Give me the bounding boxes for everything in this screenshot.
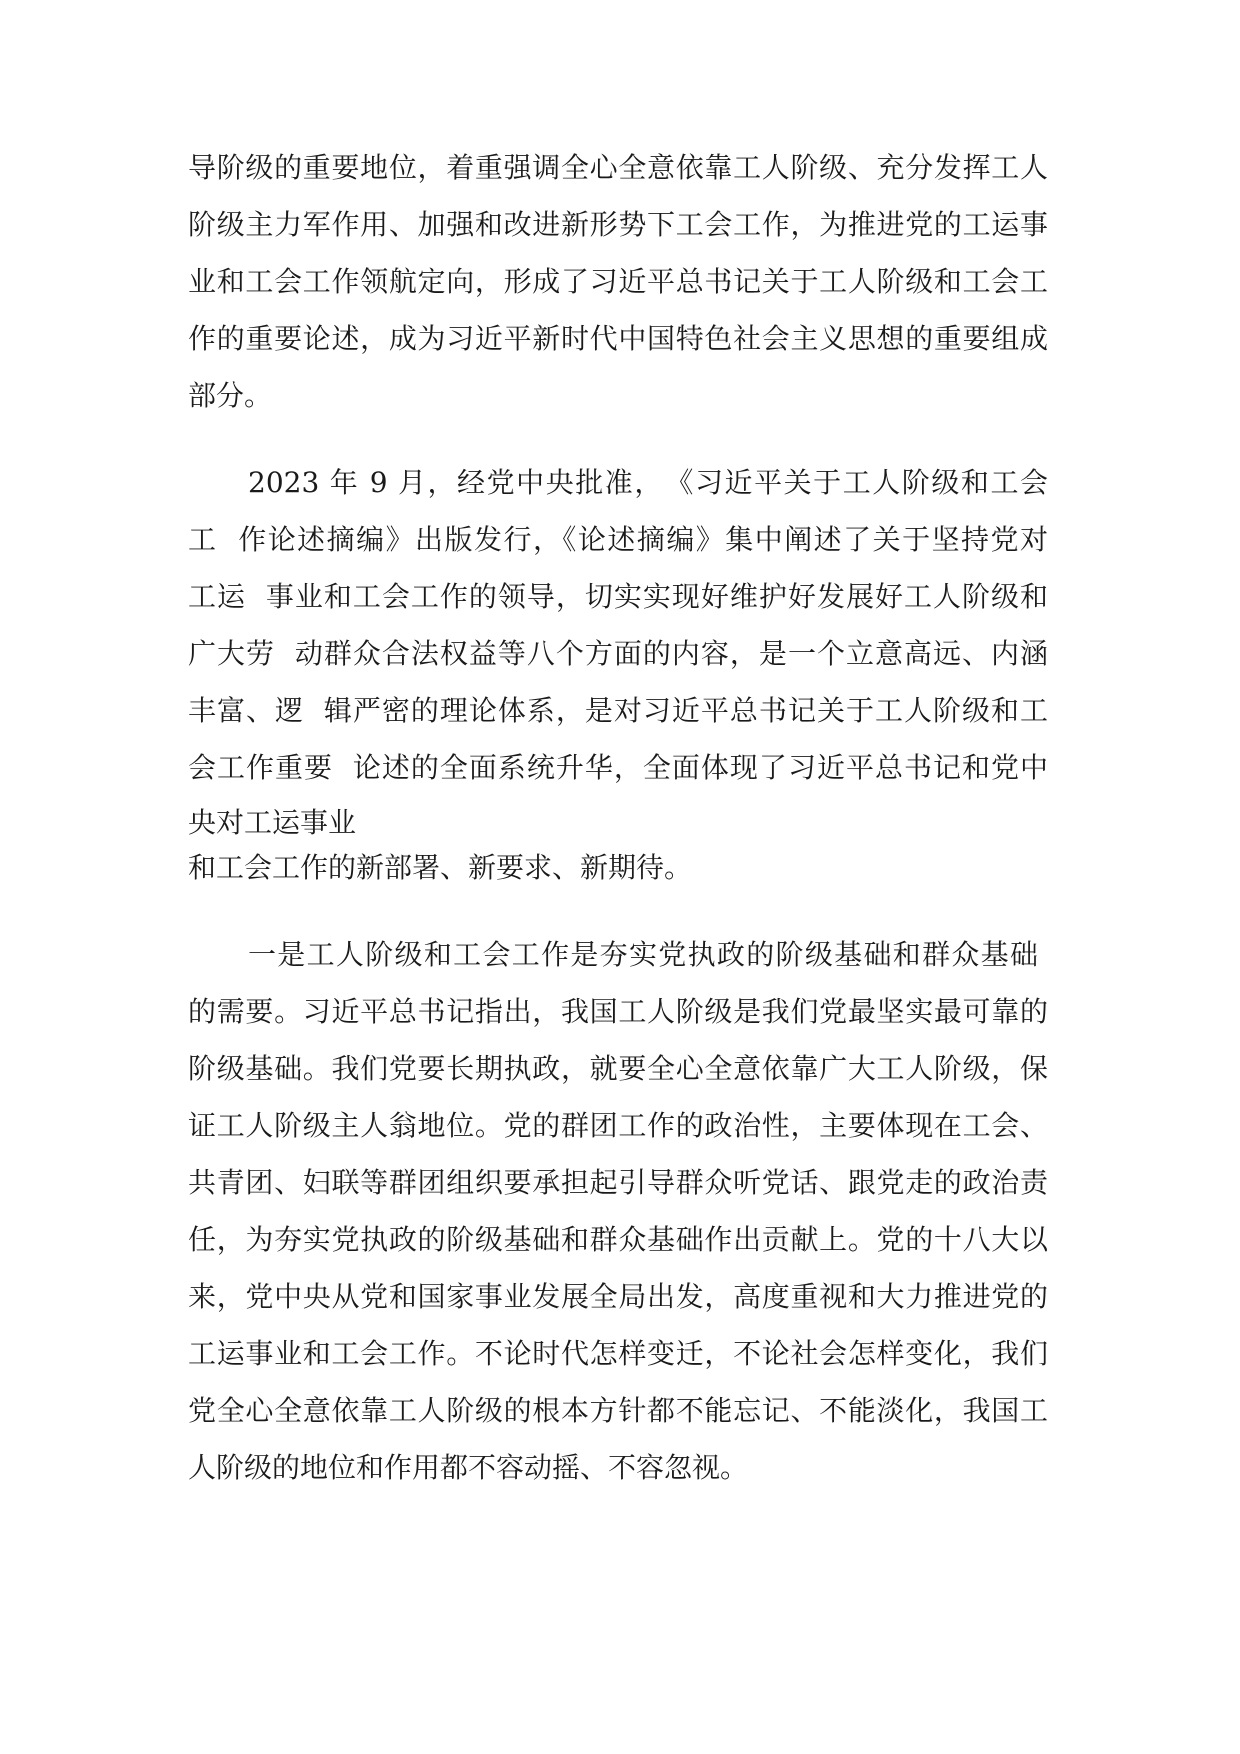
paragraph-3-line-2: 的需要。习近平总书记指出，我国工人阶级是我们党最坚实最可靠的 (188, 995, 1048, 1028)
paragraph-3-line-4: 证工人阶级主人翁地位。党的群团工作的政治性，主要体现在工会、 (188, 1109, 1048, 1142)
paragraph-3-line-3: 阶级基础。我们党要长期执政，就要全心全意依靠广大工人阶级，保 (188, 1052, 1048, 1085)
paragraph-1-line-4: 作的重要论述，成为习近平新时代中国特色社会主义思想的重要组成 (188, 322, 1048, 355)
paragraph-2-line-1: 2023 年 9 月，经党中央批准， 《习近平关于工人阶级和工会 (248, 466, 1048, 499)
paragraph-2-line-8: 和工会工作的新部署、新要求、新期待。 (188, 851, 693, 884)
paragraph-2-line-3: 工运 事业和工会工作的领导，切实实现好维护好发展好工人阶级和 (188, 580, 1048, 613)
paragraph-3-line-5: 共青团、妇联等群团组织要承担起引导群众听党话、跟党走的政治责 (188, 1166, 1048, 1199)
paragraph-1-line-5: 部分。 (188, 379, 273, 412)
paragraph-1-line-2: 阶级主力军作用、加强和改进新形势下工会工作，为推进党的工运事 (188, 208, 1048, 241)
paragraph-2-line-7: 央对工运事业 (188, 806, 357, 839)
paragraph-1-line-1: 导阶级的重要地位，着重强调全心全意依靠工人阶级、充分发挥工人 (188, 151, 1048, 184)
paragraph-1-line-3: 业和工会工作领航定向，形成了习近平总书记关于工人阶级和工会工 (188, 265, 1048, 298)
paragraph-2-line-2: 工 作论述摘编》出版发行，《论述摘编》集中阐述了关于坚持党对 (188, 523, 1048, 556)
paragraph-2-line-4: 广大劳 动群众合法权益等八个方面的内容，是一个立意高远、内涵 (188, 637, 1048, 670)
paragraph-2-line-6: 会工作重要 论述的全面系统升华，全面体现了习近平总书记和党中 (188, 751, 1048, 784)
paragraph-3-line-8: 工运事业和工会工作。不论时代怎样变迁，不论社会怎样变化，我们 (188, 1337, 1048, 1370)
paragraph-3-line-10: 人阶级的地位和作用都不容动摇、不容忽视。 (188, 1451, 749, 1484)
paragraph-3-line-6: 任，为夯实党执政的阶级基础和群众基础作出贡献上。党的十八大以 (188, 1223, 1048, 1256)
paragraph-2-line-5: 丰富、逻 辑严密的理论体系，是对习近平总书记关于工人阶级和工 (188, 694, 1048, 727)
paragraph-3-line-7: 来，党中央从党和国家事业发展全局出发，高度重视和大力推进党的 (188, 1280, 1048, 1313)
paragraph-3-line-1: 一是工人阶级和工会工作是夯实党执政的阶级基础和群众基础 (248, 938, 1038, 971)
paragraph-3-line-9: 党全心全意依靠工人阶级的根本方针都不能忘记、不能淡化，我国工 (188, 1394, 1048, 1427)
